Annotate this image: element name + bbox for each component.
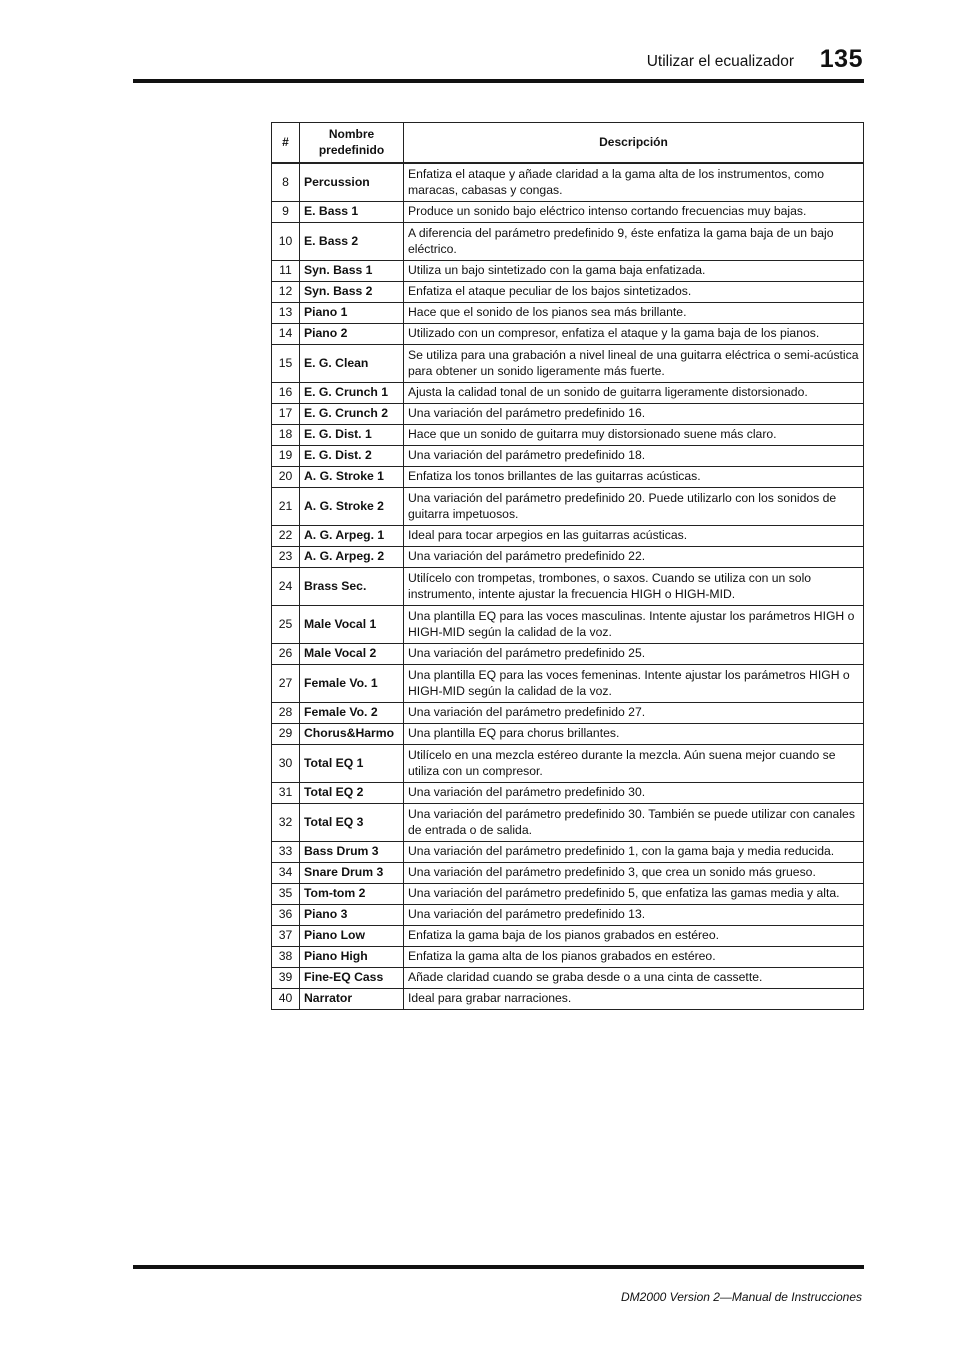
preset-name: Total EQ 2 — [300, 783, 404, 804]
table-row — [272, 989, 864, 1010]
preset-name: A. G. Arpeg. 1 — [300, 526, 404, 547]
preset-description: Una variación del parámetro predefinido 16. — [404, 404, 864, 425]
section-title: Utilizar el ecualizador — [646, 53, 794, 70]
preset-number: 29 — [272, 724, 300, 745]
table-row — [272, 282, 864, 303]
preset-name: E. G. Dist. 1 — [300, 425, 404, 446]
preset-number: 31 — [272, 783, 300, 804]
preset-number: 20 — [272, 467, 300, 488]
preset-description: Una plantilla EQ para las voces femeninas. Intente ajustar los parámetros HIGH o HIGH-MID según la calidad de la voz. — [404, 665, 864, 703]
table-row — [272, 202, 864, 223]
preset-name: Female Vo. 2 — [300, 703, 404, 724]
table-row — [272, 568, 864, 606]
table-row — [272, 345, 864, 383]
preset-description: Una variación del parámetro predefinido 20. Puede utilizarlo con los sonidos de guitarra impetuosos. — [404, 488, 864, 526]
preset-name: Piano Low — [300, 926, 404, 947]
table-row — [272, 547, 864, 568]
preset-description: Hace que un sonido de guitarra muy distorsionado suene más claro. — [404, 425, 864, 446]
preset-name: Piano 2 — [300, 324, 404, 345]
preset-name: A. G. Stroke 2 — [300, 488, 404, 526]
preset-number: 25 — [272, 606, 300, 644]
preset-number: 38 — [272, 947, 300, 968]
preset-name: E. G. Crunch 1 — [300, 383, 404, 404]
preset-name: Tom-tom 2 — [300, 884, 404, 905]
preset-description: Una variación del parámetro predefinido 3, que crea un sonido más grueso. — [404, 863, 864, 884]
table-row — [272, 223, 864, 261]
preset-number: 32 — [272, 804, 300, 842]
table-row — [272, 383, 864, 404]
preset-description: Produce un sonido bajo eléctrico intenso cortando frecuencias muy bajas. — [404, 202, 864, 223]
table-row — [272, 905, 864, 926]
table-row — [272, 745, 864, 783]
preset-description: Enfatiza la gama alta de los pianos grabados en estéreo. — [404, 947, 864, 968]
table-row — [272, 968, 864, 989]
preset-name: Total EQ 1 — [300, 745, 404, 783]
preset-name: Brass Sec. — [300, 568, 404, 606]
preset-name: E. Bass 1 — [300, 202, 404, 223]
page-number: 135 — [819, 45, 863, 73]
preset-name: Percussion — [300, 163, 404, 202]
table-row — [272, 724, 864, 745]
preset-name: E. G. Dist. 2 — [300, 446, 404, 467]
eq-presets-table — [271, 122, 864, 1010]
preset-number: 15 — [272, 345, 300, 383]
preset-name: E. Bass 2 — [300, 223, 404, 261]
preset-number: 22 — [272, 526, 300, 547]
table-row — [272, 163, 864, 202]
table-row — [272, 842, 864, 863]
preset-name: A. G. Stroke 1 — [300, 467, 404, 488]
preset-name: Syn. Bass 2 — [300, 282, 404, 303]
preset-description: Una variación del parámetro predefinido 27. — [404, 703, 864, 724]
preset-number: 14 — [272, 324, 300, 345]
preset-description: Enfatiza los tonos brillantes de las guitarras acústicas. — [404, 467, 864, 488]
preset-number: 11 — [272, 261, 300, 282]
preset-number: 27 — [272, 665, 300, 703]
table-row — [272, 446, 864, 467]
table-row — [272, 488, 864, 526]
preset-description: Una variación del parámetro predefinido 13. — [404, 905, 864, 926]
preset-description: Una variación del parámetro predefinido 1, con la gama baja y media reducida. — [404, 842, 864, 863]
preset-description: Una variación del parámetro predefinido 30. — [404, 783, 864, 804]
preset-description: A diferencia del parámetro predefinido 9, éste enfatiza la gama baja de un bajo eléctrico. — [404, 223, 864, 261]
preset-number: 35 — [272, 884, 300, 905]
preset-description: Utilizado con un compresor, enfatiza el ataque y la gama baja de los pianos. — [404, 324, 864, 345]
preset-description: Una variación del parámetro predefinido 25. — [404, 644, 864, 665]
preset-name: Male Vocal 1 — [300, 606, 404, 644]
preset-description: Añade claridad cuando se graba desde o a una cinta de cassette. — [404, 968, 864, 989]
table-row — [272, 863, 864, 884]
preset-name: Female Vo. 1 — [300, 665, 404, 703]
table-header-row — [272, 123, 864, 164]
table-row — [272, 884, 864, 905]
preset-description: Una variación del parámetro predefinido 30. También se puede utilizar con canales de entrada o de salida. — [404, 804, 864, 842]
preset-description: Utilícelo en una mezcla estéreo durante la mezcla. Aún suena mejor cuando se utiliza con un compresor. — [404, 745, 864, 783]
table-row — [272, 261, 864, 282]
preset-description: Una variación del parámetro predefinido 22. — [404, 547, 864, 568]
table-row — [272, 303, 864, 324]
header-rule — [133, 79, 864, 83]
preset-description: Enfatiza el ataque y añade claridad a la gama alta de los instrumentos, como maracas, cabasas y congas. — [404, 163, 864, 202]
preset-number: 40 — [272, 989, 300, 1010]
preset-number: 28 — [272, 703, 300, 724]
preset-description: Una plantilla EQ para chorus brillantes. — [404, 724, 864, 745]
preset-name: Chorus&Harmo — [300, 724, 404, 745]
table-row — [272, 926, 864, 947]
preset-number: 9 — [272, 202, 300, 223]
preset-name: Male Vocal 2 — [300, 644, 404, 665]
preset-description: Ideal para grabar narraciones. — [404, 989, 864, 1010]
table-row — [272, 324, 864, 345]
preset-description: Enfatiza la gama baja de los pianos grabados en estéreo. — [404, 926, 864, 947]
preset-number: 33 — [272, 842, 300, 863]
table-row — [272, 703, 864, 724]
table-row — [272, 947, 864, 968]
preset-number: 30 — [272, 745, 300, 783]
preset-name: Total EQ 3 — [300, 804, 404, 842]
preset-description: Hace que el sonido de los pianos sea más brillante. — [404, 303, 864, 324]
table-row — [272, 467, 864, 488]
table-row — [272, 665, 864, 703]
table-row — [272, 404, 864, 425]
preset-number: 37 — [272, 926, 300, 947]
preset-number: 16 — [272, 383, 300, 404]
preset-number: 19 — [272, 446, 300, 467]
preset-description: Una variación del parámetro predefinido 18. — [404, 446, 864, 467]
column-header-name: Nombre predefinido — [300, 123, 404, 164]
preset-name: Narrator — [300, 989, 404, 1010]
table-row — [272, 804, 864, 842]
preset-description: Se utiliza para una grabación a nivel lineal de una guitarra eléctrica o semi-acústica para obtener un sonido ligeramente más fuerte. — [404, 345, 864, 383]
preset-number: 10 — [272, 223, 300, 261]
preset-description: Utiliza un bajo sintetizado con la gama baja enfatizada. — [404, 261, 864, 282]
table-row — [272, 644, 864, 665]
preset-name: E. G. Crunch 2 — [300, 404, 404, 425]
preset-number: 24 — [272, 568, 300, 606]
preset-name: Fine-EQ Cass — [300, 968, 404, 989]
table-row — [272, 526, 864, 547]
preset-number: 8 — [272, 163, 300, 202]
preset-number: 26 — [272, 644, 300, 665]
preset-number: 13 — [272, 303, 300, 324]
preset-name: Piano 3 — [300, 905, 404, 926]
table-row — [272, 606, 864, 644]
preset-name: Syn. Bass 1 — [300, 261, 404, 282]
preset-name: Piano High — [300, 947, 404, 968]
preset-number: 39 — [272, 968, 300, 989]
column-header-number: # — [272, 123, 300, 164]
preset-description: Ajusta la calidad tonal de un sonido de guitarra ligeramente distorsionado. — [404, 383, 864, 404]
footer-rule — [133, 1265, 864, 1269]
preset-number: 23 — [272, 547, 300, 568]
preset-number: 12 — [272, 282, 300, 303]
preset-description: Una plantilla EQ para las voces masculinas. Intente ajustar los parámetros HIGH o HIGH-MID según la calidad de la voz. — [404, 606, 864, 644]
preset-description: Una variación del parámetro predefinido 5, que enfatiza las gamas media y alta. — [404, 884, 864, 905]
preset-number: 21 — [272, 488, 300, 526]
column-header-description: Descripción — [404, 123, 864, 164]
preset-name: Piano 1 — [300, 303, 404, 324]
footer-manual-title: DM2000 Version 2—Manual de Instrucciones — [620, 1290, 862, 1304]
preset-number: 36 — [272, 905, 300, 926]
preset-name: Bass Drum 3 — [300, 842, 404, 863]
preset-description: Utilícelo con trompetas, trombones, o saxos. Cuando se utiliza con un solo instrumento, intente ajustar la frecuencia HIGH o HIGH-MID. — [404, 568, 864, 606]
preset-name: E. G. Clean — [300, 345, 404, 383]
preset-number: 17 — [272, 404, 300, 425]
preset-name: A. G. Arpeg. 2 — [300, 547, 404, 568]
preset-name: Snare Drum 3 — [300, 863, 404, 884]
preset-description: Enfatiza el ataque peculiar de los bajos sintetizados. — [404, 282, 864, 303]
table-row — [272, 425, 864, 446]
preset-number: 18 — [272, 425, 300, 446]
table-row — [272, 783, 864, 804]
preset-number: 34 — [272, 863, 300, 884]
preset-description: Ideal para tocar arpegios en las guitarras acústicas. — [404, 526, 864, 547]
